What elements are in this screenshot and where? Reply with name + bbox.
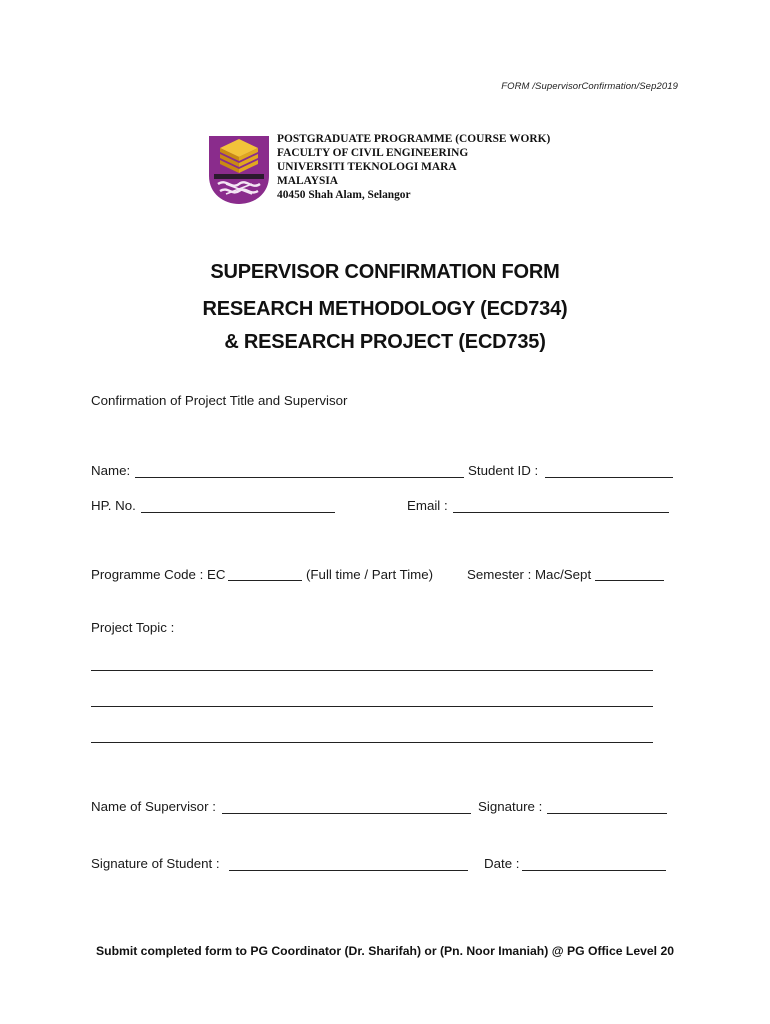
project-topic-label: Project Topic :: [91, 620, 175, 635]
section-label: Confirmation of Project Title and Supervisor: [91, 393, 348, 408]
programme-code-field[interactable]: [228, 580, 302, 581]
form-title: SUPERVISOR CONFIRMATION FORM: [210, 261, 560, 283]
header-country: MALAYSIA: [277, 175, 338, 187]
project-topic-line-1[interactable]: [91, 670, 653, 671]
hp-label: HP. No.: [91, 498, 136, 513]
form-reference: FORM /SupervisorConfirmation/Sep2019: [501, 81, 678, 92]
form-subtitle-ecd735: & RESEARCH PROJECT (ECD735): [224, 331, 546, 353]
header-programme: POSTGRADUATE PROGRAMME (COURSE WORK): [277, 133, 551, 145]
student-id-label: Student ID :: [468, 463, 539, 478]
hp-field[interactable]: [141, 512, 335, 513]
student-id-field[interactable]: [545, 477, 673, 478]
email-label: Email :: [407, 498, 448, 513]
submission-instructions: Submit completed form to PG Coordinator (Dr. Sharifah) or (Pn. Noor Imaniah) @ PG Office Level 20: [96, 944, 674, 958]
signature-field[interactable]: [547, 813, 667, 814]
header-university: UNIVERSITI TEKNOLOGI MARA: [277, 161, 457, 173]
project-topic-line-3[interactable]: [91, 742, 653, 743]
date-field[interactable]: [522, 870, 666, 871]
form-subtitle-ecd734: RESEARCH METHODOLOGY (ECD734): [202, 298, 568, 320]
institution-header: [277, 132, 550, 202]
programme-code-label: Programme Code : EC: [91, 567, 226, 582]
project-topic-line-2[interactable]: [91, 706, 653, 707]
semester-field[interactable]: [595, 580, 664, 581]
signature-label: Signature :: [478, 799, 543, 814]
email-field[interactable]: [453, 512, 669, 513]
supervisor-field[interactable]: [222, 813, 471, 814]
semester-label: Semester : Mac/Sept: [467, 567, 592, 582]
date-label: Date :: [484, 856, 520, 871]
student-signature-field[interactable]: [229, 870, 468, 871]
name-label: Name:: [91, 463, 131, 478]
header-address: 40450 Shah Alam, Selangor: [277, 189, 411, 201]
supervisor-label: Name of Supervisor :: [91, 799, 216, 814]
uitm-crest-logo: [206, 134, 272, 206]
student-signature-label: Signature of Student :: [91, 856, 220, 871]
study-mode-label: (Full time / Part Time): [306, 567, 434, 582]
header-faculty: FACULTY OF CIVIL ENGINEERING: [277, 147, 469, 159]
name-field[interactable]: [135, 477, 464, 478]
